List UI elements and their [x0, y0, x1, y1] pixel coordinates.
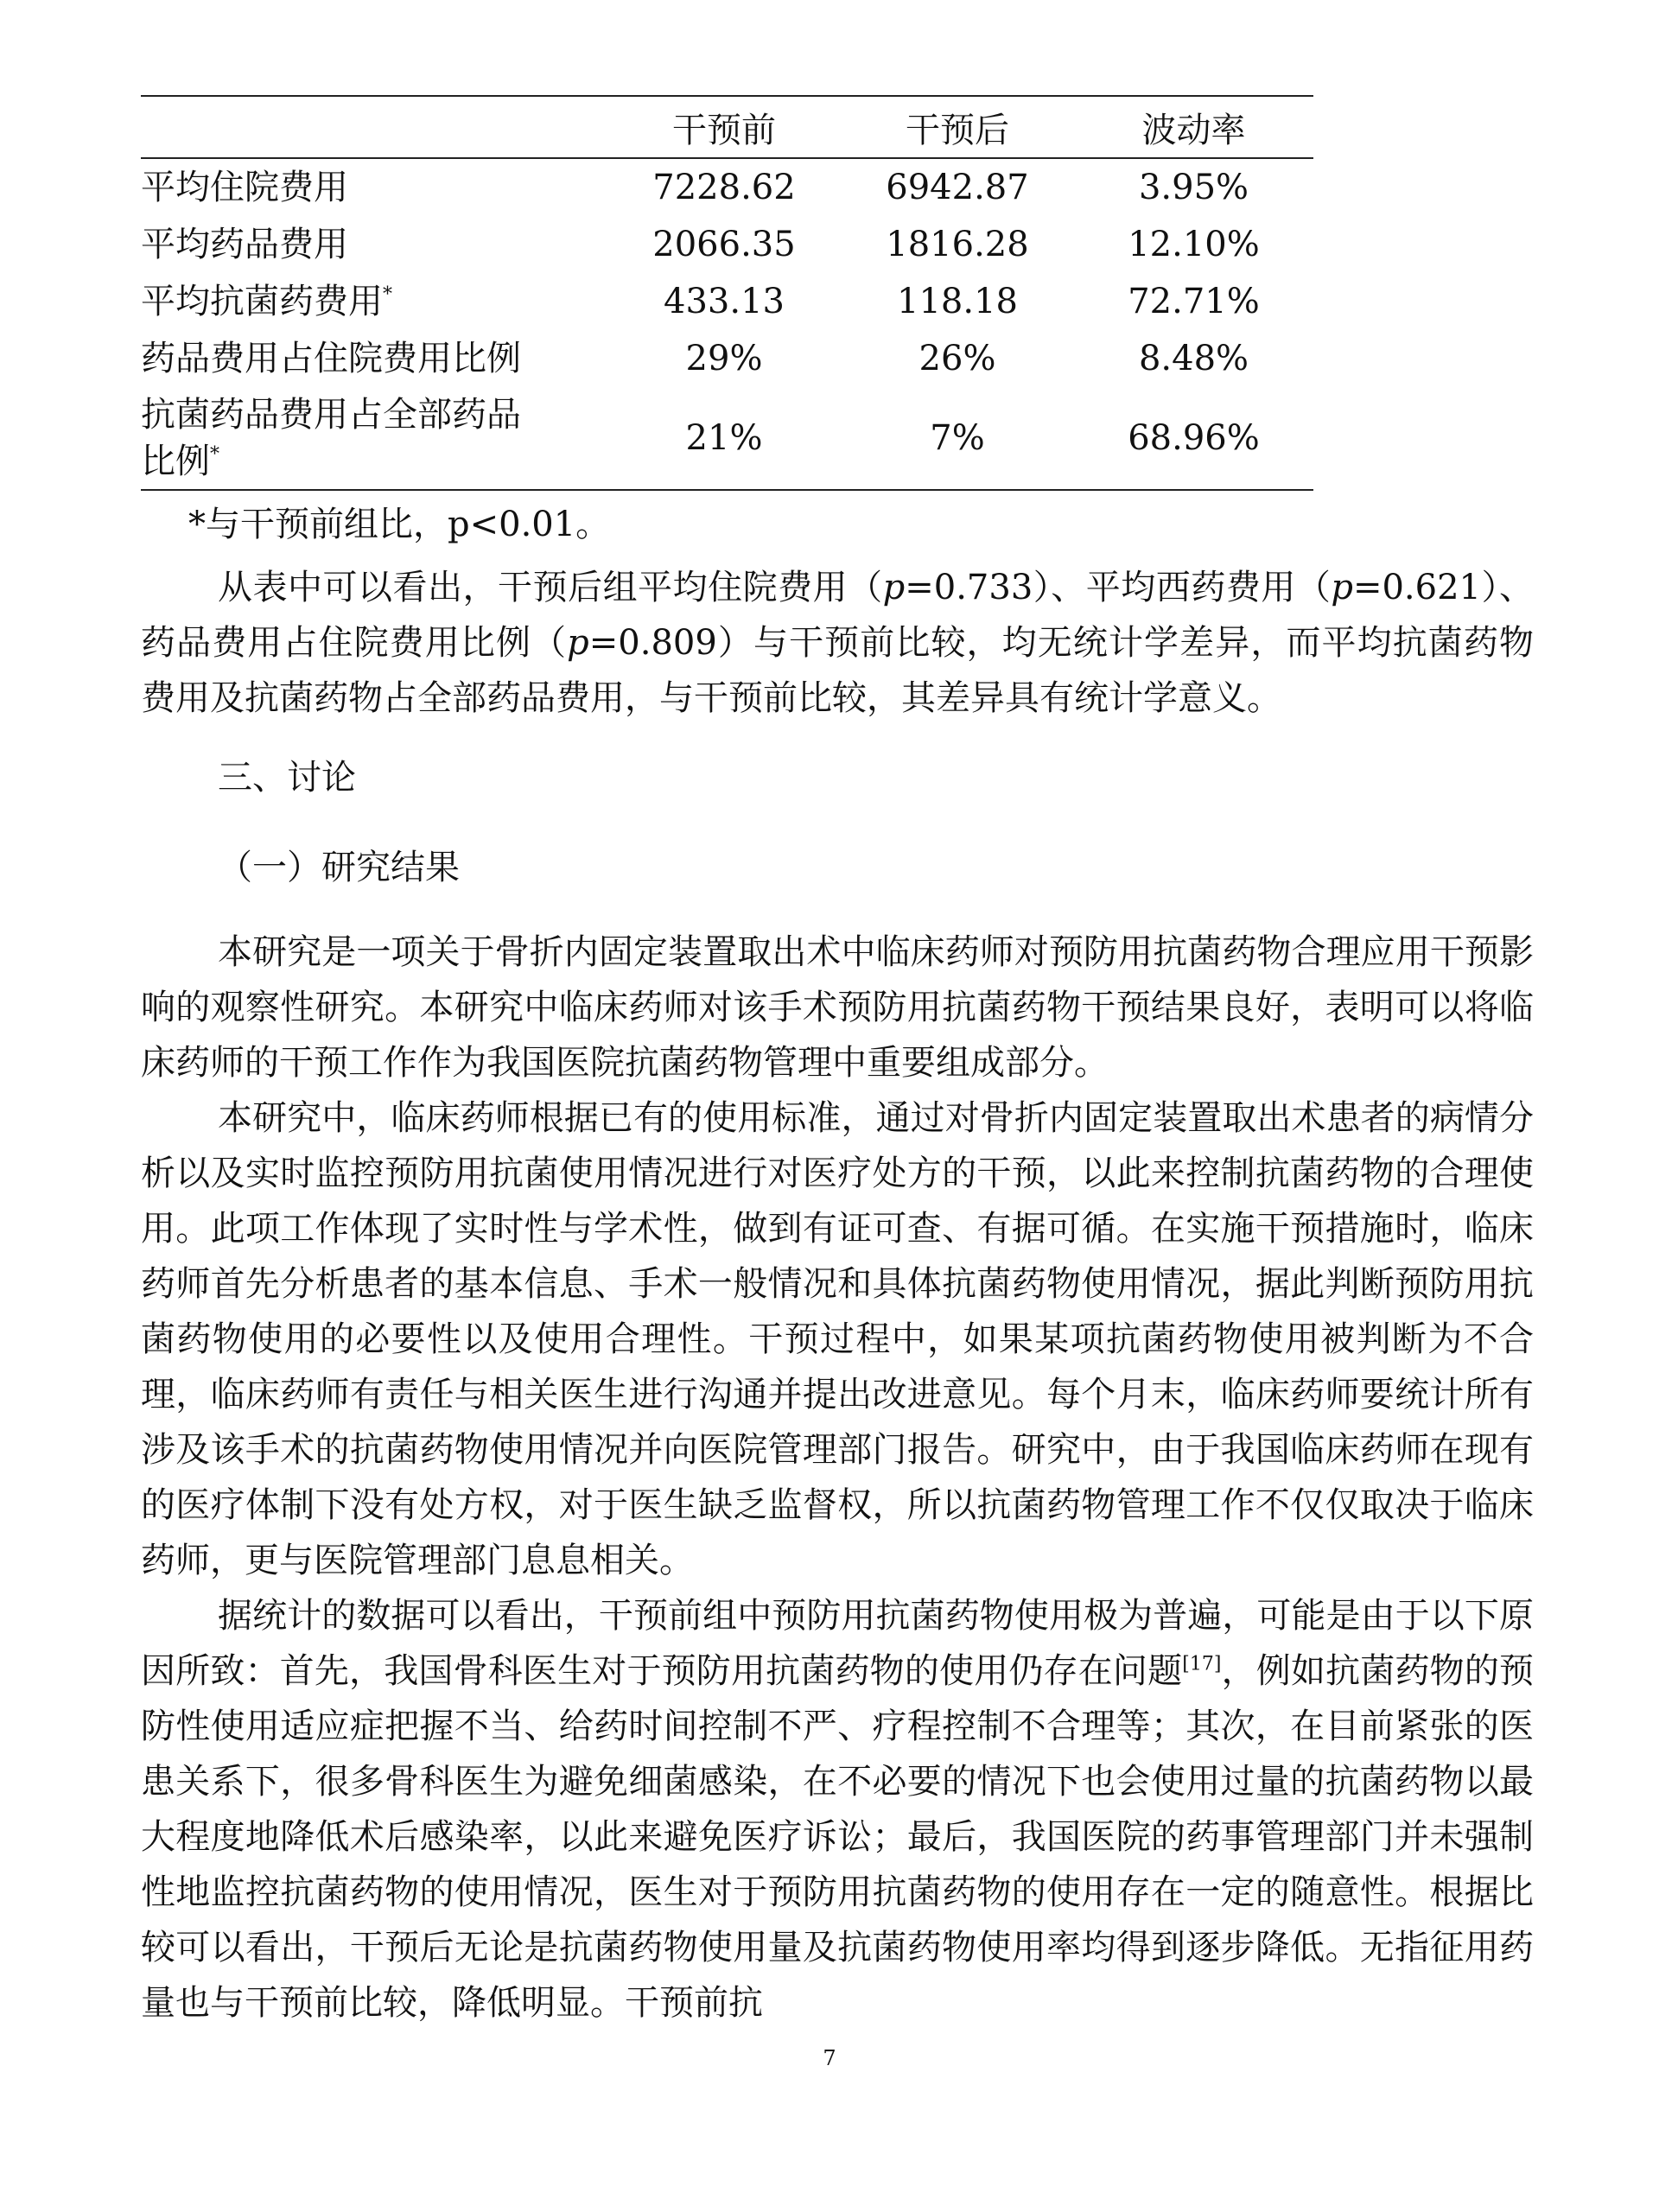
table-header-row [141, 96, 1313, 158]
table-row [141, 387, 1313, 490]
table-row [141, 330, 1313, 387]
row-label: 平均抗菌药费用* [141, 282, 392, 321]
row-label: 平均药品费用 [141, 225, 348, 264]
table-header-before: 干预前 [672, 110, 776, 150]
table-footnote: *与干预前组比，p<0.01。 [188, 505, 611, 544]
subsection-heading: （一）研究结果 [218, 848, 460, 887]
row-label: 抗菌药品费用占全部药品 比例* [141, 395, 521, 481]
cell-rate: 8.48% [1138, 339, 1249, 378]
cell-rate: 68.96% [1128, 418, 1260, 458]
cost-comparison-table [141, 95, 1313, 491]
cell-after: 7% [930, 418, 985, 458]
table-row [141, 158, 1313, 216]
cell-after: 26% [918, 339, 996, 378]
row-label: 平均住院费用 [141, 168, 348, 207]
significance-mark: * [210, 443, 219, 466]
table-header-rate: 波动率 [1141, 110, 1246, 150]
cell-rate: 12.10% [1128, 225, 1260, 264]
cell-before: 2066.35 [652, 225, 796, 264]
citation-ref: [17] [1182, 1653, 1222, 1675]
paragraph-study-overview: 本研究是一项关于骨折内固定装置取出术中临床药师对预防用抗菌药物合理应用干预影响的观察性研究。本研究中临床药师对该手术预防用抗菌药物干预结果良好，表明可以将临床药师的干预工作作为我国医院抗菌药物管理中重要组成部分。 [141, 932, 1534, 1083]
table-header-after: 干预后 [906, 110, 1009, 150]
cell-after: 1816.28 [886, 225, 1029, 264]
table-header-empty [141, 96, 607, 158]
table-row [141, 216, 1313, 273]
table-row [141, 273, 1313, 330]
significance-mark: * [383, 283, 392, 306]
cell-rate: 72.71% [1128, 282, 1260, 321]
cell-after: 118.18 [897, 282, 1018, 321]
section-heading: 三、讨论 [218, 758, 356, 798]
paragraph-statistics-analysis: 据统计的数据可以看出，干预前组中预防用抗菌药物使用极为普遍，可能是由于以下原因所致：首先，我国骨科医生对于预防用抗菌药物的使用仍存在问题[17]，例如抗菌药物的预防性使用适应症把握不当、给药时间控制不严、疗程控制不合理等；其次，在目前紧张的医患关系下，很多骨科医生为避免细菌感染，在不必要的情况下也会使用过量的抗菌药物以最大程度地降低术后感染率，以此来避免医疗诉讼；最后，我国医院的药事管理部门并未强制性地监控抗菌药物的使用情况，医生对于预防用抗菌药物的使用存在一定的随意性。根据比较可以看出，干预后无论是抗菌药物使用量及抗菌药物使用率均得到逐步降低。无指征用药量也与干预前比较，降低明显。干预前抗 [141, 1596, 1535, 2023]
cell-rate: 3.95% [1138, 168, 1249, 207]
cell-before: 21% [685, 418, 763, 458]
cell-before: 29% [685, 339, 763, 378]
page-number: 7 [823, 2046, 836, 2070]
paragraph-pharmacist-intervention: 本研究中，临床药师根据已有的使用标准，通过对骨折内固定装置取出术患者的病情分析以及实时监控预防用抗菌使用情况进行对医疗处方的干预，以此来控制抗菌药物的合理使用。此项工作体现了实时性与学术性，做到有证可查、有据可循。在实施干预措施时，临床药师首先分析患者的基本信息、手术一般情况和具体抗菌药物使用情况，据此判断预防用抗菌药物使用的必要性以及使用合理性。干预过程中，如果某项抗菌药物使用被判断为不合理，临床药师有责任与相关医生进行沟通并提出改进意见。每个月末，临床药师要统计所有涉及该手术的抗菌药物使用情况并向医院管理部门报告。研究中，由于我国临床药师在现有的医疗体制下没有处方权，对于医生缺乏监督权，所以抗菌药物管理工作不仅仅取决于临床药师，更与医院管理部门息息相关。 [141, 1098, 1534, 1580]
cell-after: 6942.87 [886, 168, 1029, 207]
paragraph-results: 从表中可以看出，干预后组平均住院费用（p=0.733）、平均西药费用（p=0.621）、药品费用占住院费用比例（p=0.809）与干预前比较，均无统计学差异，而平均抗菌药物费用及抗菌药物占全部药品费用，与干预前比较，其差异具有统计学意义。 [141, 568, 1535, 718]
cell-before: 7228.62 [652, 168, 796, 207]
cell-before: 433.13 [664, 282, 785, 321]
row-label: 药品费用占住院费用比例 [141, 339, 521, 378]
